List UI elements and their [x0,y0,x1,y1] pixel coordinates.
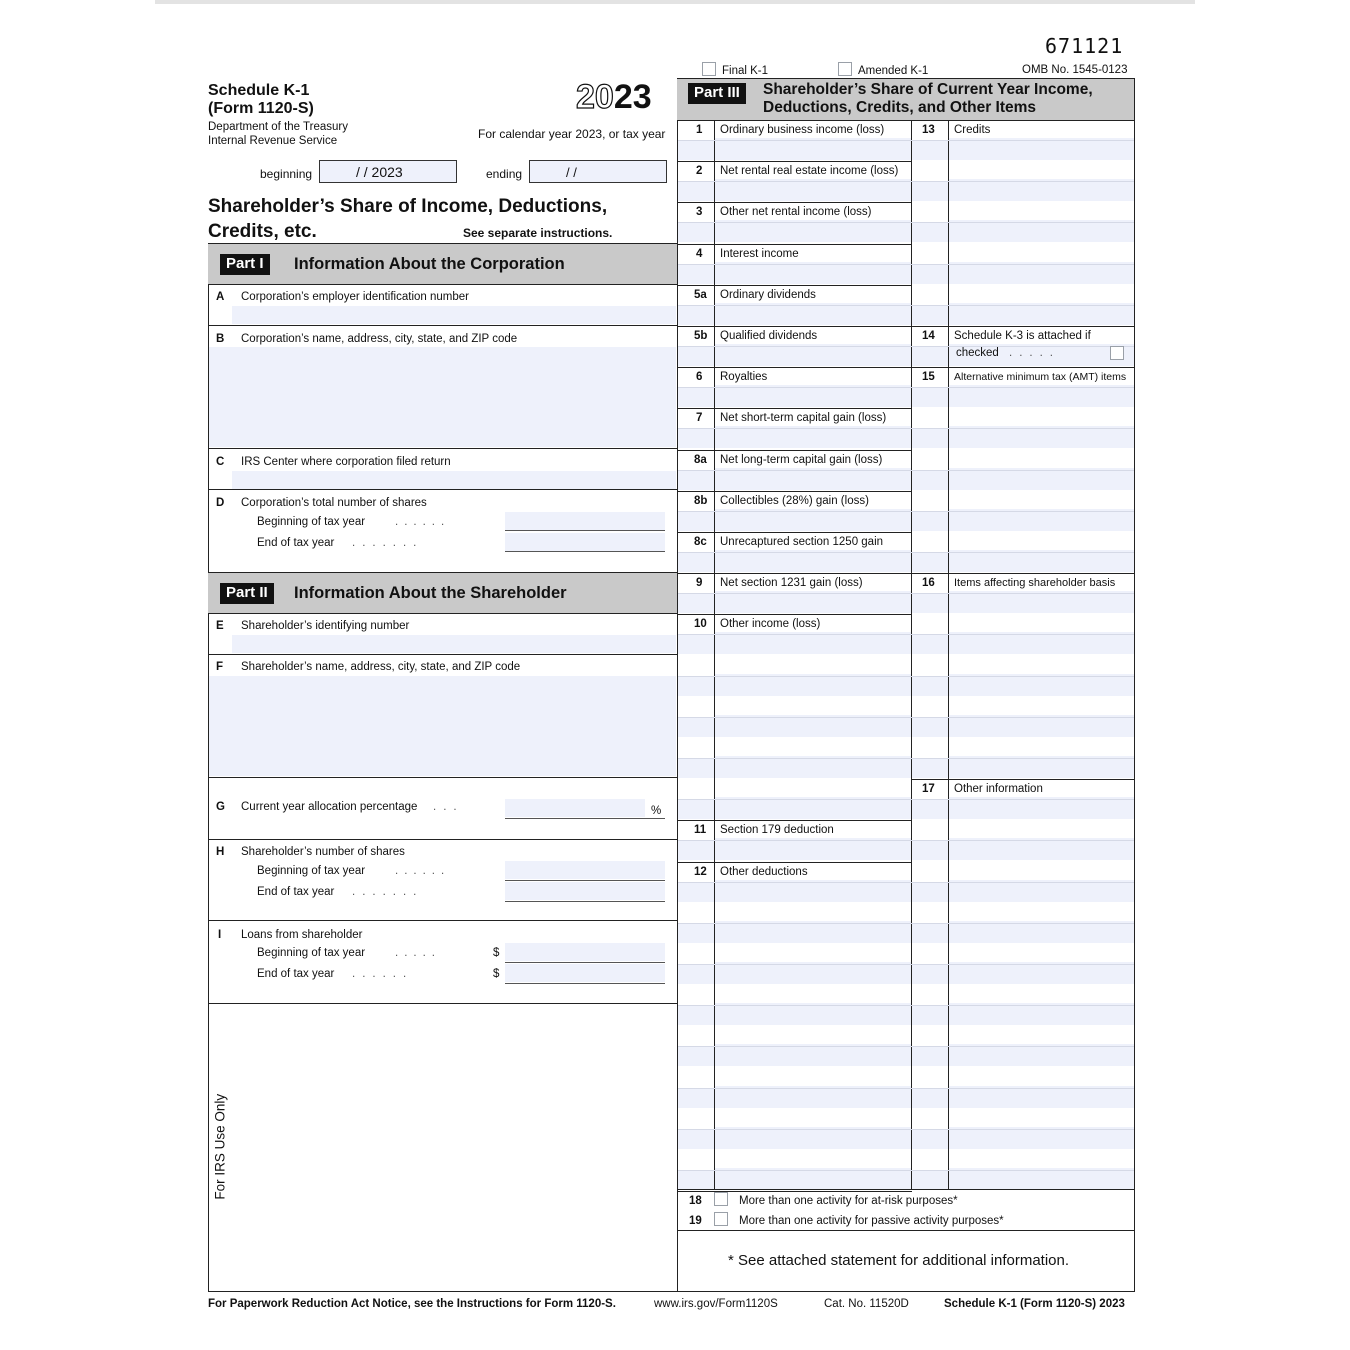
line-box-border [678,573,912,574]
amount-field[interactable] [949,138,1134,160]
field-e-input[interactable] [232,635,676,653]
cat-number: Cat. No. 11520D [824,1298,909,1310]
line-number-shade [678,429,714,448]
row-subline [678,593,1134,594]
irs-url: www.irs.gov/Form1120S [654,1298,778,1310]
part3-title-line1: Shareholder’s Share of Current Year Income, [763,81,1093,98]
letter-i: I [218,929,222,941]
line-box-border [678,862,912,863]
amount-field[interactable] [715,880,911,902]
line-number: 11 [694,824,707,836]
line-label: Interest income [720,248,799,260]
row-subline [678,222,1134,223]
part2-title: Information About the Shareholder [294,584,567,602]
divider [208,1003,677,1004]
final-k1-label: Final K-1 [722,65,769,77]
row-subline [678,1046,1134,1047]
line-number-shade [912,883,948,902]
amount-field[interactable] [715,838,911,860]
k3-attached-checkbox[interactable] [1110,346,1124,360]
amount-field[interactable] [949,1003,1134,1025]
line-number: 4 [696,248,703,260]
amount-field[interactable] [715,426,911,448]
line-label: Items affecting shareholder basis [954,577,1116,589]
row-subline [678,840,1134,841]
schedule-title: Schedule K-1 [208,82,310,99]
line-box-border [678,161,912,162]
line-box-border [912,779,1134,780]
beginning-date-value: / / 2023 [356,164,403,180]
line-number-shade [678,677,714,696]
top-shadow-band [155,0,1195,4]
label-i-end: End of tax year [257,968,335,980]
line-number-shade [912,718,948,737]
letter-h: H [216,846,225,858]
letter-e: E [216,620,224,632]
line-box-border [678,532,912,533]
amount-field[interactable] [949,756,1134,778]
amount-field[interactable] [949,632,1134,654]
underline [505,880,665,881]
dot-leader: ..... [395,947,441,959]
amount-field[interactable] [715,797,911,819]
row-subline [678,799,1134,800]
amount-field[interactable] [715,220,911,242]
line-number-shade [678,883,714,902]
line-number-shade [678,512,714,531]
field-c-input[interactable] [232,471,676,489]
row-subline [678,634,1134,635]
ending-date-value: / / [566,165,577,180]
part1-tag: Part I [220,254,270,275]
line-number-shade [678,471,714,490]
line-number: 8c [694,536,707,548]
line-number-shade [912,635,948,654]
field-b-input[interactable] [209,347,676,447]
divider [208,654,677,655]
field-g-input[interactable] [505,799,645,817]
line-number: 9 [696,577,703,589]
divider [677,1189,1135,1190]
line-number-shade [678,924,714,943]
amount-field[interactable] [715,262,911,284]
amount-field[interactable] [715,962,911,984]
line-label: Schedule K-3 is attached if [954,330,1091,342]
line-number: 7 [696,412,703,424]
line-label: Other deductions [720,866,808,878]
line-number-shade [912,471,948,490]
field-d-begin-input[interactable] [505,512,665,530]
line-18-number: 18 [689,1195,702,1207]
line-number-shade [912,1171,948,1190]
line-number-shade [912,677,948,696]
amount-field[interactable] [715,674,911,696]
line-number-shade [678,841,714,860]
row-subline [678,923,1134,924]
line-number-shade [912,347,948,366]
line-box-border [678,367,912,368]
label-h-begin: Beginning of tax year [257,865,366,877]
line-label: Ordinary business income (loss) [720,124,885,136]
line-18-label: More than one activity for at-risk purposes* [739,1195,958,1207]
row-subline [678,511,1134,512]
percent-sign: % [651,805,662,817]
letter-f: F [216,661,224,673]
line-label: Collectibles (28%) gain (loss) [720,495,869,507]
see-instructions: See separate instructions. [463,226,613,240]
line-number-shade [912,182,948,201]
amount-field[interactable] [949,838,1134,860]
line-19-checkbox[interactable] [714,1212,728,1226]
amount-field[interactable] [715,756,911,778]
amount-field[interactable] [949,468,1134,490]
line-box-border [678,450,912,451]
letter-a: A [216,291,225,303]
amount-field[interactable] [949,962,1134,984]
amount-field[interactable] [949,262,1134,284]
line-label: Net section 1231 gain (loss) [720,577,863,589]
line-number: 12 [694,866,707,878]
amount-field[interactable] [715,632,911,654]
amount-field[interactable] [715,344,911,366]
divider [208,777,677,778]
amount-field[interactable] [949,509,1134,531]
part1-title: Information About the Corporation [294,255,565,273]
line-number-shade [912,965,948,984]
underline [505,983,665,984]
line-number-shade [678,265,714,284]
line-number-shade [912,265,948,284]
irs-label: Internal Revenue Service [208,135,338,147]
label-f: Shareholder’s name, address, city, state, and ZIP code [241,661,521,673]
amount-field[interactable] [949,550,1134,572]
line-number-shade [912,1006,948,1025]
amended-k1-checkbox[interactable] [838,62,852,76]
amount-field[interactable] [949,385,1134,407]
line-number-shade [678,759,714,778]
label-d: Corporation’s total number of shares [241,497,427,509]
line-number: 17 [922,783,935,795]
field-i-end-input[interactable] [505,964,665,982]
line-box-border [678,408,912,409]
line-number-shade [678,223,714,242]
row-subline [678,470,1134,471]
line-19-number: 19 [689,1215,702,1227]
dollar-sign: $ [493,968,500,980]
row-subline [678,346,1134,347]
line-number-shade [678,1006,714,1025]
calendar-note: For calendar year 2023, or tax year [478,127,666,141]
line-label: Net short-term capital gain (loss) [720,412,887,424]
line-number-shade [912,841,948,860]
row-subline [678,181,1134,182]
dollar-sign: $ [493,947,500,959]
amount-field[interactable] [949,591,1134,613]
divider [208,448,677,449]
line-number-shade [678,635,714,654]
amount-field[interactable] [949,674,1134,696]
line-box-border [912,573,1134,574]
line-number-shade [678,388,714,407]
row-subline [678,387,1134,388]
final-k1-checkbox[interactable] [702,62,716,76]
line-number-shade [912,1089,948,1108]
line-label: Net long-term capital gain (loss) [720,454,883,466]
line-number-shade [912,594,948,613]
dot-leader: ....... [352,537,424,549]
ending-label: ending [486,167,523,181]
part3-tag: Part III [688,83,746,104]
amount-field[interactable] [715,468,911,490]
field-a-input[interactable] [232,306,676,324]
field-h-end-input[interactable] [505,882,665,900]
row-subline [678,758,1134,759]
label-i: Loans from shareholder [241,929,363,941]
label-b: Corporation’s name, address, city, state, and ZIP code [241,333,518,345]
line-box-border [678,820,912,821]
amount-field[interactable] [715,509,911,531]
divider [208,489,677,490]
label-g: Current year allocation percentage [241,801,418,813]
dot-leader: ... [433,801,464,813]
amount-field[interactable] [949,797,1134,819]
label-c: IRS Center where corporation filed return [241,456,451,468]
amount-field[interactable] [949,1127,1134,1149]
line-label: Other income (loss) [720,618,821,630]
line-number-shade [678,1089,714,1108]
line-label: Credits [954,124,991,136]
divider [208,325,677,326]
main-title-line1: Shareholder’s Share of Income, Deductions, [208,196,608,217]
label-e: Shareholder’s identifying number [241,620,410,632]
paperwork-notice: For Paperwork Reduction Act Notice, see the Instructions for Form 1120-S. [208,1298,616,1310]
label-d-end: End of tax year [257,537,335,549]
letter-d: D [216,497,225,509]
amended-k1-label: Amended K-1 [858,65,929,77]
line-number-shade [678,553,714,572]
line-box-border [678,326,912,327]
line-label: Other net rental income (loss) [720,206,872,218]
line-number-shade [912,800,948,819]
footer-form-name: Schedule K-1 (Form 1120-S) 2023 [944,1298,1125,1310]
row-subline [678,1170,1134,1171]
dot-leader: ...... [352,968,414,980]
row-subline [678,882,1134,883]
label-a: Corporation’s employer identification number [241,291,469,303]
divider [677,1230,1135,1231]
tax-year-suffix: 23 [613,78,652,116]
line-number: 15 [922,371,935,383]
line-box-border [678,285,912,286]
line-number-shade [678,1047,714,1066]
field-h-begin-input[interactable] [505,861,665,879]
amount-field[interactable] [949,1044,1134,1066]
divider [208,920,677,921]
label-h-end: End of tax year [257,886,335,898]
line-label: checked [956,347,999,359]
row-subline [678,1129,1134,1130]
amount-field[interactable] [949,220,1134,242]
line-number-shade [678,1130,714,1149]
row-subline [678,1005,1134,1006]
line-label: Ordinary dividends [720,289,816,301]
amount-field[interactable] [949,921,1134,943]
field-d-end-input[interactable] [505,533,665,551]
dot-leader: ...... [395,516,451,528]
amount-field[interactable] [715,179,911,201]
amount-field[interactable] [949,179,1134,201]
line-number-shade [678,141,714,160]
line-number: 5a [694,289,707,301]
amount-field[interactable] [715,1003,911,1025]
line-box-border [678,614,912,615]
line-number-shade [678,965,714,984]
underline [505,962,665,963]
line-number-shade [912,1130,948,1149]
line-label: Qualified dividends [720,330,818,342]
amount-field[interactable] [715,385,911,407]
bottom-border [208,1291,1135,1292]
amount-field[interactable] [715,591,911,613]
beginning-label: beginning [260,167,313,181]
amount-field[interactable] [949,426,1134,448]
letter-c: C [216,456,225,468]
underline [505,551,665,552]
line-number-shade [912,306,948,325]
line-number-shade [678,182,714,201]
amount-field[interactable] [715,138,911,160]
field-i-begin-input[interactable] [505,943,665,961]
irs-use-only-label: For IRS Use Only [212,1093,228,1200]
label-d-begin: Beginning of tax year [257,516,366,528]
line-number: 5b [694,330,708,342]
line-number-shade [678,594,714,613]
row-subline [678,305,1134,306]
line-number-shade [678,1171,714,1190]
line-number-shade [912,223,948,242]
line-19-label: More than one activity for passive activity purposes* [739,1215,1004,1227]
line-18-checkbox[interactable] [714,1192,728,1206]
amount-field[interactable] [715,1086,911,1108]
amount-field[interactable] [715,550,911,572]
line-number-shade [912,512,948,531]
amount-field[interactable] [715,921,911,943]
amount-field[interactable] [715,715,911,737]
line-number-shade [678,718,714,737]
label-i-begin: Beginning of tax year [257,947,366,959]
line-box-border [678,491,912,492]
line-label: Net rental real estate income (loss) [720,165,899,177]
row-subline [678,717,1134,718]
line-number: 8b [694,495,708,507]
line-number-shade [912,759,948,778]
underline [505,818,665,819]
row-subline [678,140,1134,141]
amount-field[interactable] [949,1086,1134,1108]
row-subline [678,1088,1134,1089]
line-number-shade [678,347,714,366]
divider [208,839,677,840]
amount-field[interactable] [949,715,1134,737]
dot-leader: ..... [1009,347,1060,359]
row-subline [678,264,1134,265]
letter-b: B [216,333,225,345]
tax-year-prefix: 20 [576,78,614,116]
ending-date-field[interactable] [529,160,667,183]
line-number: 14 [922,330,935,342]
right-border [1134,78,1135,1292]
amount-field[interactable] [949,303,1134,325]
department: Department of the Treasury [208,121,348,133]
underline [505,901,665,902]
beginning-date-field[interactable] [319,160,457,183]
line-number-shade [912,141,948,160]
letter-g: G [216,801,225,813]
line-number: 6 [696,371,703,383]
tax-year [576,80,652,114]
row-subline [678,964,1134,965]
amount-field[interactable] [715,1127,911,1149]
attached-statement-note: * See attached statement for additional information. [728,1252,1070,1269]
row-subline [678,428,1134,429]
dot-leader: ...... [395,865,451,877]
amount-field[interactable] [715,1044,911,1066]
line-box-border [912,367,1134,368]
row-subline [678,552,1134,553]
line-label: Section 179 deduction [720,824,834,836]
line-label: Other information [954,783,1043,795]
line-number-shade [912,1047,948,1066]
line-box-border [678,202,912,203]
line-number-shade [678,800,714,819]
part3-title-line2: Deductions, Credits, and Other Items [763,99,1037,116]
line-number: 3 [696,206,703,218]
line-number-shade [912,553,948,572]
line-number: 10 [694,618,707,630]
line-number-shade [678,306,714,325]
line-number: 8a [694,454,707,466]
form-id: 671121 [1045,34,1124,58]
line-box-border [678,244,912,245]
line-box-border [912,326,1134,327]
label-h: Shareholder’s number of shares [241,846,405,858]
form-reference: (Form 1120-S) [208,100,314,117]
part2-tag: Part II [220,583,274,604]
dot-leader: ....... [352,886,424,898]
amount-field[interactable] [949,880,1134,902]
row-subline [678,676,1134,677]
main-title-line2: Credits, etc. [208,221,317,242]
line-number: 2 [696,165,703,177]
line-number-shade [912,429,948,448]
amount-field[interactable] [715,303,911,325]
line-label: Alternative minimum tax (AMT) items [954,371,1127,383]
omb-number: OMB No. 1545-0123 [1022,64,1128,76]
amount-field[interactable] [715,1168,911,1190]
underline [505,530,665,531]
line-label: Royalties [720,371,768,383]
line-number: 1 [696,124,703,136]
line-number: 16 [922,577,935,589]
line-number-shade [912,924,948,943]
amount-field[interactable] [949,1168,1134,1190]
line-label: Unrecaptured section 1250 gain [720,536,884,548]
line-number-shade [912,388,948,407]
line-number: 13 [922,124,935,136]
field-f-input[interactable] [209,676,676,776]
